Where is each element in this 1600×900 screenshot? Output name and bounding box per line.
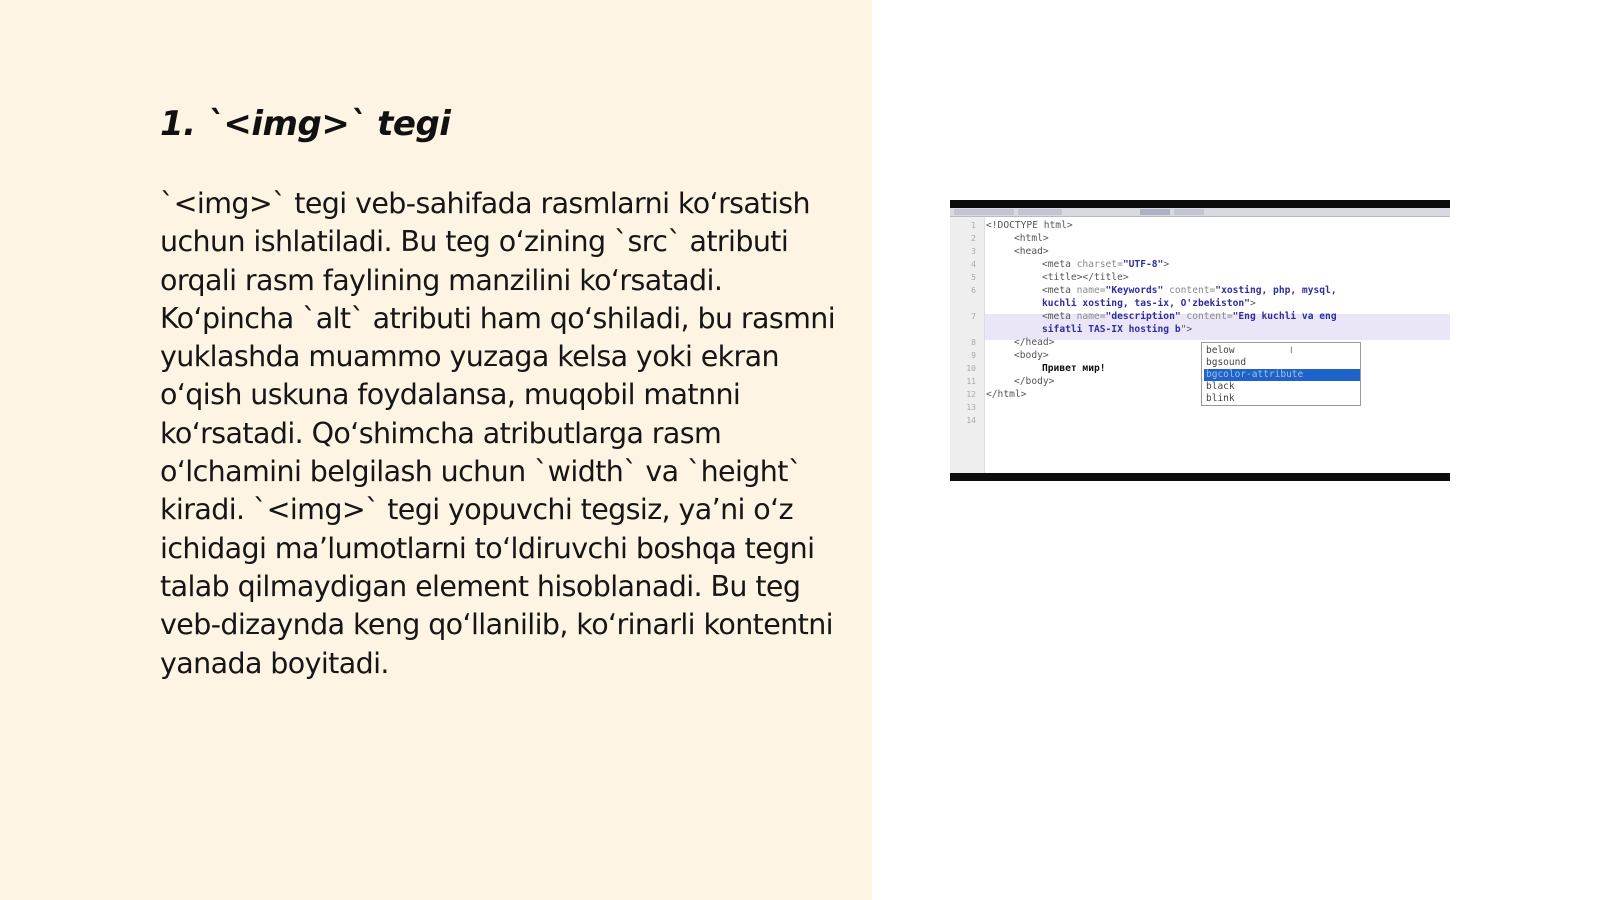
editor-tab <box>1174 209 1204 215</box>
slide-paragraph: `<img>` tegi veb-sahifada rasmlarni koʻrsatish uchun ishlatiladi. Bu teg oʻzining `src` atributi orqali rasm faylining manzilini koʻrsatadi. Koʻpincha `alt` atributi ham qoʻshiladi, bu rasmni yuklashda muammo yuzaga kelsa yoki ekran oʻqish uskuna foydalansa, muqobil matnni koʻrsatadi. Qoʻshimcha atributlarga rasm oʻlchamini belgilash uchun `width` va `height` kiradi. `<img>` tegi yopuvchi tegsiz, yaʼni oʻz ichidagi maʼlumotlarni toʻldiruvchi boshqa tegni talab qilmaydigan element hisoblanadi. Bu teg veb-dizaynda keng qoʻllanilib, koʻrinarli kontentni yanada boyitadi. <box>160 187 836 680</box>
code-line: </head> <box>1014 337 1055 348</box>
line-number: 10 <box>966 364 976 373</box>
line-number: 1 <box>971 221 976 230</box>
line-number: 4 <box>971 260 976 269</box>
code-line: </body> <box>1014 376 1055 387</box>
editor-tab <box>954 209 1014 215</box>
editor-tab <box>1140 209 1170 215</box>
mouse-cursor-icon: I <box>1290 346 1293 356</box>
code-line: <body> <box>1014 350 1049 361</box>
line-number: 6 <box>971 286 976 295</box>
code-line: <head> <box>1014 246 1049 257</box>
autocomplete-option: below <box>1206 345 1235 356</box>
code-line: <!DOCTYPE html> <box>986 220 1073 231</box>
line-number: 3 <box>971 247 976 256</box>
code-line: </html> <box>986 389 1027 400</box>
editor-tab-bar <box>950 208 1450 217</box>
autocomplete-option: black <box>1206 381 1235 392</box>
code-line: <meta name="Keywords" content="xosting, php, mysql, <box>1042 285 1337 296</box>
code-line: <title></title> <box>1042 272 1129 283</box>
line-number: 13 <box>966 403 976 412</box>
code-line: sifatli TAS-IX hosting b"> <box>1042 324 1193 335</box>
line-number: 5 <box>971 273 976 282</box>
line-number: 12 <box>966 390 976 399</box>
line-number: 2 <box>971 234 976 243</box>
line-number: 7 <box>971 312 976 321</box>
slide-heading: 1. `<img>` tegi <box>160 104 451 144</box>
line-number-gutter <box>950 217 985 473</box>
editor-tab <box>1018 209 1062 215</box>
code-line: <meta charset="UTF-8"> <box>1042 259 1170 270</box>
code-line: <html> <box>1014 233 1049 244</box>
code-line: Привет мир! <box>1042 363 1106 374</box>
code-line: kuchli xosting, tas-ix, O'zbekiston"> <box>1042 298 1256 309</box>
code-line: <meta name="description" content="Eng kuchli va eng <box>1042 311 1337 322</box>
line-number: 11 <box>966 377 976 386</box>
autocomplete-option-selected: bgcolor-attribute <box>1204 369 1360 381</box>
line-number: 14 <box>966 416 976 425</box>
code-editor-screenshot <box>950 200 1450 481</box>
line-number: 8 <box>971 338 976 347</box>
autocomplete-option: bgsound <box>1206 357 1247 368</box>
line-number: 9 <box>971 351 976 360</box>
autocomplete-option: blink <box>1206 393 1235 404</box>
autocomplete-popup <box>1201 342 1361 406</box>
